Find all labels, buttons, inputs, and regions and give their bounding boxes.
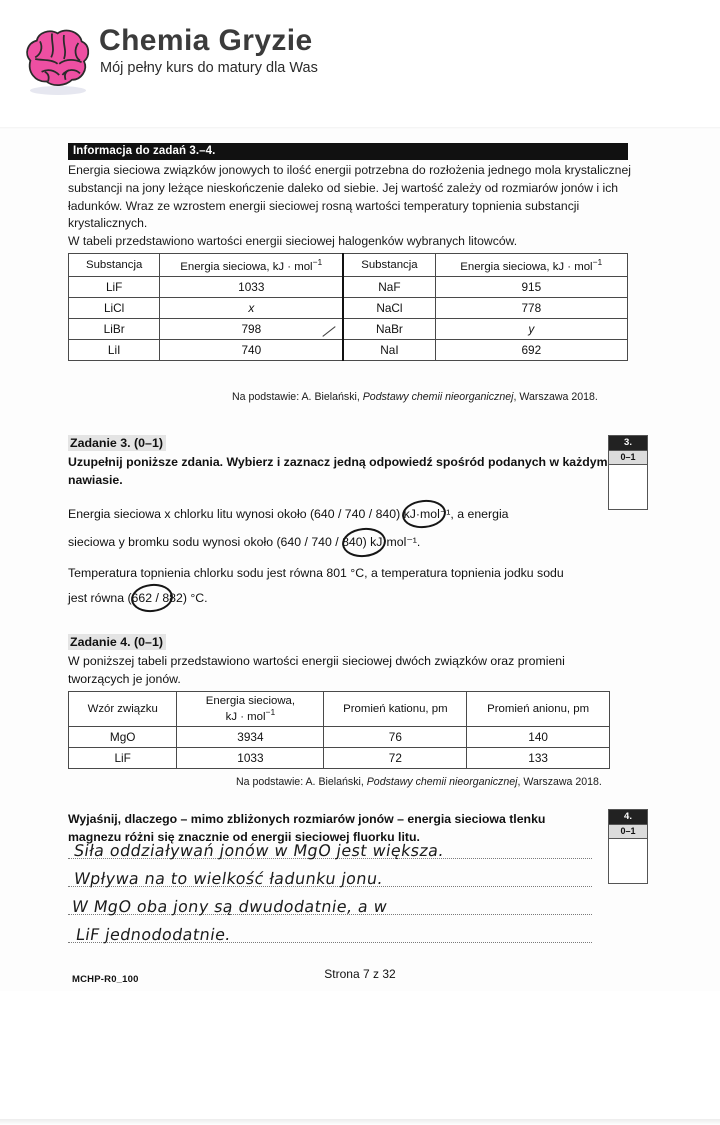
th-energia-1: Energia sieciowa, kJ · mol$^{-1}$ <box>160 254 343 277</box>
cell-anion-radius: 133 <box>467 747 610 768</box>
cell-energy: 1033 <box>177 747 324 768</box>
source-title: Podstawy chemii nieorganicznej <box>362 391 514 403</box>
handwritten-answer-line-1: Siła oddziaływań jonów w MgO jest większa. <box>72 841 446 860</box>
table-row <box>69 318 628 339</box>
handwritten-answer-line-3: W MgO oba jony są dwudodatnie, a w <box>70 897 389 916</box>
th-energia-2: Energia sieciowa, kJ · mol$^{-1}$ <box>435 254 627 277</box>
task3-instruction: Uzupełnij poniższe zdania. Wybierz i zaznacz jedną odpowiedź spośród podanych w każdym nawiasie. <box>68 455 608 487</box>
score-number: 3. <box>609 436 647 450</box>
task3-heading-label: Zadanie 3. (0–1) <box>68 435 166 451</box>
task3-score-box[interactable] <box>608 435 648 510</box>
task3-sentence-1: Energia sieciowa x chlorku litu wynosi około (640 / 740 / 840) kJ·mol⁻¹, a energia <box>68 507 509 521</box>
source-prefix: Na podstawie: A. Bielański, <box>236 776 367 788</box>
task4-instruction: W poniższej tabeli przedstawiono wartości energii sieciowej dwóch związków oraz promieni tworzących je jonów. <box>68 654 565 686</box>
cell-substance: NaBr <box>343 318 435 339</box>
cell-substance: LiI <box>69 339 160 360</box>
brain-icon <box>16 18 96 100</box>
score-range: 0–1 <box>609 450 647 465</box>
footer-page-number: Strona 7 z 32 <box>324 967 396 981</box>
task3-sentence-2: sieciowa y bromku sodu wynosi około (640 / 740 / 840) kJ·mol⁻¹. <box>68 535 421 549</box>
footer-sheet-code: MCHP-R0_100 <box>72 974 139 985</box>
info-banner: Informacja do zadań 3.–4. <box>68 143 628 160</box>
cell-cation-radius: 76 <box>324 726 467 747</box>
brand-header <box>0 0 720 112</box>
score-value[interactable] <box>609 465 647 509</box>
table2-source <box>236 776 602 788</box>
circled-answer-840 <box>401 498 448 530</box>
cell-energy: y <box>435 318 627 339</box>
table1-source <box>232 391 598 403</box>
source-suffix: , Warszawa 2018. <box>513 391 598 403</box>
circled-answer-740 <box>341 526 388 559</box>
cell-substance: NaCl <box>343 297 435 318</box>
cell-energy: 915 <box>435 276 627 297</box>
table-row <box>69 297 628 318</box>
info-paragraph-2: W tabeli przedstawiono wartości energii sieciowej halogenków wybranych litowców. <box>68 234 518 249</box>
cell-energy: 740 <box>160 339 343 360</box>
task4-score-box[interactable] <box>608 809 648 884</box>
cell-substance: LiF <box>69 276 160 297</box>
info-paragraph-1: Energia sieciowa związków jonowych to ilość energii potrzebna do rozłożenia jednego mola krystalicznej substancji na jony leżące nieskończenie daleko od siebie. Jej wartość zależy od rozmiarów jonów i ich ładunków. Wraz ze wzrostem energii sieciowej rosną wartości temperatury topnienia substancji krystalicznych. <box>68 163 631 231</box>
brand-subtitle: Mój pełny kurs do matury dla Was <box>100 60 318 76</box>
cell-cation-radius: 72 <box>324 747 467 768</box>
cell-formula: LiF <box>69 747 177 768</box>
circled-answer-662 <box>130 582 175 614</box>
info-body <box>68 162 636 251</box>
cell-energy: 692 <box>435 339 627 360</box>
table-row <box>69 276 628 297</box>
lattice-energy-table <box>68 253 628 361</box>
source-suffix: , Warszawa 2018. <box>517 776 602 788</box>
table-row <box>69 726 610 747</box>
handwritten-answer-line-2: Wpływa na to wielkość ładunku jonu. <box>72 869 385 888</box>
cell-substance: NaI <box>343 339 435 360</box>
th-energia: Energia sieciowa, kJ · mol$^{-1}$ <box>177 692 324 727</box>
task4-heading-label: Zadanie 4. (0–1) <box>68 634 166 650</box>
th-promien-anionu: Promień anionu, pm <box>467 692 610 727</box>
table-header-row <box>69 254 628 277</box>
source-title: Podstawy chemii nieorganicznej <box>366 776 518 788</box>
score-value[interactable] <box>609 839 647 883</box>
cell-energy: 1033 <box>160 276 343 297</box>
scanned-exam-page <box>0 128 720 991</box>
cell-substance: LiCl <box>69 297 160 318</box>
cell-substance: LiBr <box>69 318 160 339</box>
cell-energy: 3934 <box>177 726 324 747</box>
table-row <box>69 747 610 768</box>
task4-heading <box>68 633 166 651</box>
th-wzor: Wzór związku <box>69 692 177 727</box>
page-bottom-edge <box>0 1119 720 1125</box>
cell-energy: x <box>160 297 343 318</box>
task3-heading <box>68 434 166 452</box>
table-header-row <box>69 692 610 727</box>
task4-question: Wyjaśnij, dlaczego – mimo zbliżonych rozmiarów jonów – energia sieciowa tlenku magnezu różni się znacznie od energii sieciowej fluorku litu. <box>68 812 546 844</box>
score-range: 0–1 <box>609 824 647 839</box>
cell-energy: 798 <box>160 318 343 339</box>
table-row <box>69 339 628 360</box>
th-substancja-1: Substancja <box>69 254 160 277</box>
handwritten-answer-line-4: LiF jednododatnie. <box>74 925 233 944</box>
brand-title: Chemia Gryzie <box>99 24 313 57</box>
source-prefix: Na podstawie: A. Bielański, <box>232 391 363 403</box>
cell-anion-radius: 140 <box>467 726 610 747</box>
task3-sentence-3: Temperatura topnienia chlorku sodu jest równa 801 °C, a temperatura topnienia jodku sodu <box>68 566 564 580</box>
score-number: 4. <box>609 810 647 824</box>
task3-sentence-4: jest równa (662 / 882) °C. <box>68 591 208 605</box>
cell-formula: MgO <box>69 726 177 747</box>
task4-table <box>68 691 610 769</box>
th-substancja-2: Substancja <box>343 254 435 277</box>
th-promien-kationu: Promień kationu, pm <box>324 692 467 727</box>
cell-energy: 778 <box>435 297 627 318</box>
cell-substance: NaF <box>343 276 435 297</box>
